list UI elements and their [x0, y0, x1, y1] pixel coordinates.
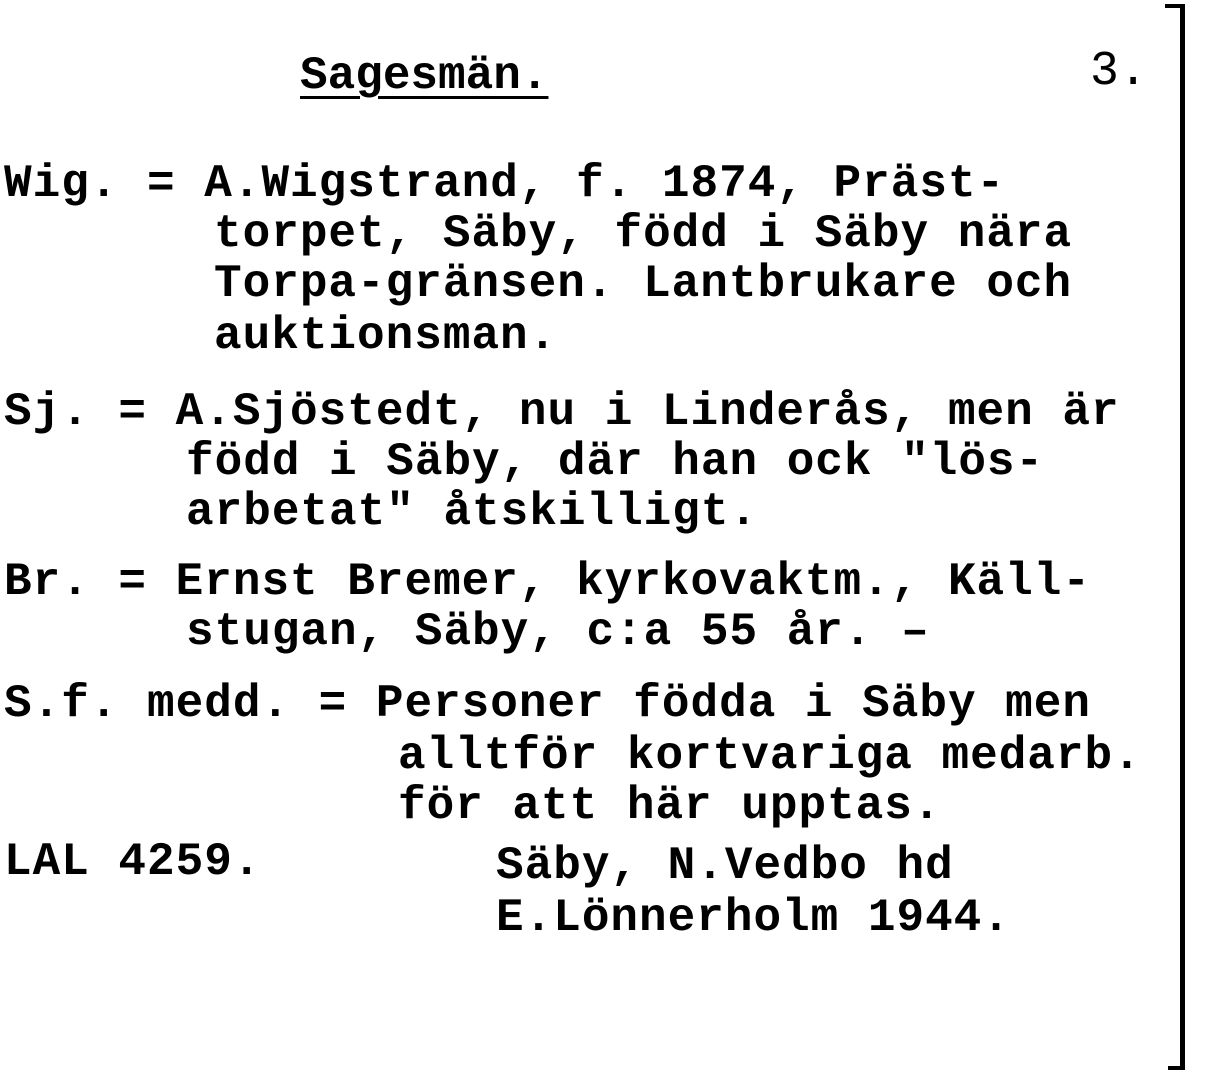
entry-sf-line-3: för att här upptas.	[398, 780, 942, 832]
entry-wig-line-1: Wig. = A.Wigstrand, f. 1874, Präst-	[4, 158, 1006, 210]
entry-sj-line-2: född i Säby, där han ock "lös-	[186, 436, 1045, 488]
entry-sj-line-3: arbetat" åtskilligt.	[186, 486, 759, 538]
card-border-right	[1180, 6, 1185, 1070]
card-title: Sagesmän.	[300, 50, 549, 102]
entry-wig-line-4: auktionsman.	[214, 310, 558, 362]
collector-record: E.Lönnerholm 1944.	[496, 892, 1011, 944]
archive-reference: LAL 4259.	[4, 836, 262, 888]
entry-br-line-1: Br. = Ernst Bremer, kyrkovaktm., Käll-	[4, 556, 1091, 608]
entry-sf-line-1: S.f. medd. = Personer födda i Säby men	[4, 678, 1091, 730]
entry-wig-line-3: Torpa-gränsen. Lantbrukare och	[214, 258, 1073, 310]
card-border-bottom	[1168, 1066, 1185, 1070]
entry-sj-line-1: Sj. = A.Sjöstedt, nu i Linderås, men är	[4, 386, 1120, 438]
place-record: Säby, N.Vedbo hd	[496, 840, 954, 892]
entry-wig-line-2: torpet, Säby, född i Säby nära	[214, 208, 1073, 260]
entry-sf-line-2: alltför kortvariga medarb.	[398, 730, 1142, 782]
entry-br-line-2: stugan, Säby, c:a 55 år. –	[186, 606, 930, 658]
page-number: 3.	[1090, 45, 1148, 99]
